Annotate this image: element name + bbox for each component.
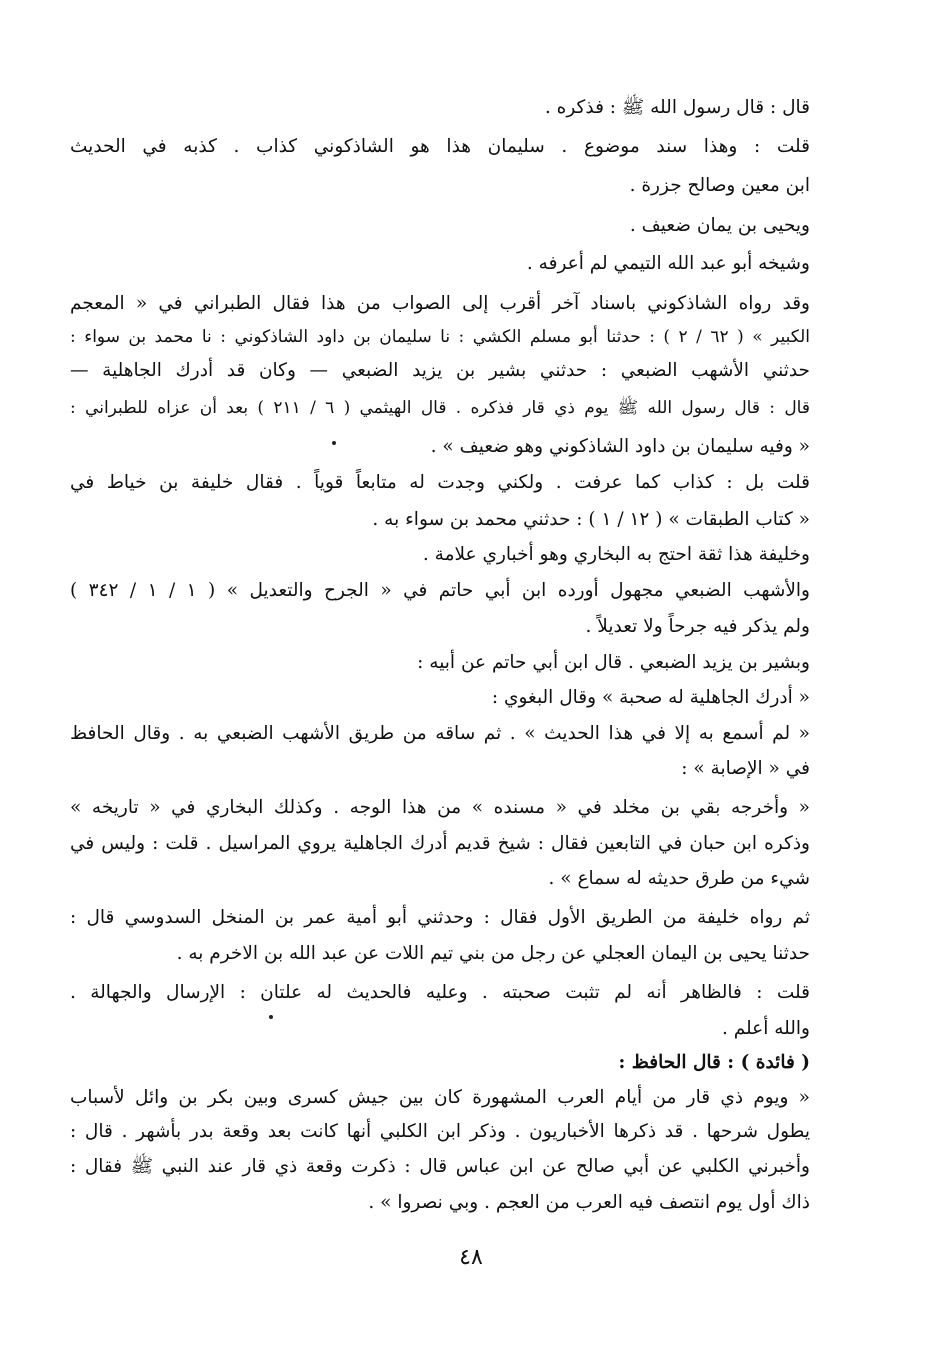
text-line-22: شيء من طرق حديثه له سماع » . [548, 868, 810, 889]
text-line-26: والله أعلم . [721, 1018, 810, 1039]
text-line-8: حدثني الأشهب الضبعي : حدثني بشير بن يزيد الضبعي — وكان قد أدرك الجاهلية — [70, 360, 810, 381]
text-line-5: وشيخه أبو عبد الله التيمي لم أعرفه . [526, 253, 810, 274]
text-line-18: « لم أسمع به إلا في هذا الحديث » . ثم ساقه من طريق الأشهب الضبعي به . وقال الحافظ [70, 723, 810, 744]
text-line-19: في « الإصابة » : [681, 758, 810, 779]
text-line-28: « ويوم ذي قار من أيام العرب المشهورة كان بين جيش كسرى وبين بكر بن وائل لأسباب [70, 1087, 810, 1108]
text-line-3: ابن معين وصالح جزرة . [629, 175, 810, 196]
text-line-2: قلت : وهذا سند موضوع . سليمان هذا هو الشاذكوني كذاب . كذبه في الحديث [70, 136, 810, 157]
text-line-24: حدثنا يحيى بن اليمان العجلي عن رجل من بني تيم اللات عن عبد الله بن الاخرم به . [176, 943, 810, 964]
text-line-10: « وفيه سليمان بن داود الشاذكوني وهو ضعيف » . [430, 436, 810, 457]
ink-speck [332, 441, 336, 445]
text-line-25: قلت : فالظاهر أنه لم تثبت صحبته . وعليه فالحديث له علتان : الإرسال والجهالة . [70, 982, 810, 1003]
text-line-4: ويحيى بن يمان ضعيف . [629, 215, 810, 236]
text-line-23: ثم رواه خليفة من الطريق الأول فقال : وحدثني أبو أمية عمر بن المنخل السدوسي قال : [70, 907, 810, 928]
text-line-27: ( فائدة ) : قال الحافظ : [618, 1052, 810, 1073]
text-line-9: قال : قال رسول الله ﷺ يوم ذي قار فذكره . قال الهيثمي ( ٦ / ٢١١ ) بعد أن عزاه للطبراني : [70, 398, 810, 418]
text-line-29: يطول شرحها . قد ذكرها الأخباريون . وذكر ابن الكلبي أنها كانت بعد وقعة بدر بأشهر . قال : [70, 1121, 810, 1142]
text-line-12: « كتاب الطبقات » ( ١٢ / ١ ) : حدثني محمد بن سواء به . [372, 509, 810, 530]
text-line-15: ولم يذكر فيه جرحاً ولا تعديلاً . [585, 616, 810, 637]
text-line-7: الكبير » ( ٦٢ / ٢ ) : حدثنا أبو مسلم الكشي : نا سليمان بن داود الشاذكوني : نا محمد بن سواء : [70, 327, 810, 347]
text-line-16: وبشير بن يزيد الضبعي . قال ابن أبي حاتم عن أبيه : [417, 652, 810, 673]
ink-speck [269, 1015, 273, 1019]
page-number: ٤٨ [459, 1245, 483, 1270]
text-line-17: « أدرك الجاهلية له صحبة » وقال البغوي : [491, 687, 810, 708]
text-line-1: قال : قال رسول الله ﷺ : فذكره . [544, 97, 810, 118]
text-line-13: وخليفة هذا ثقة احتج به البخاري وهو أخباري علامة . [422, 544, 810, 565]
text-line-30: وأخبرني الكلبي عن أبي صالح عن ابن عباس قال : ذكرت وقعة ذي قار عند النبي ﷺ فقال : [70, 1156, 810, 1177]
text-line-6: وقد رواه الشاذكوني باسناد آخر أقرب إلى الصواب من هذا فقال الطبراني في « المعجم [70, 293, 810, 314]
text-line-20: « وأخرجه بقي بن مخلد في « مسنده » من هذا الوجه . وكذلك البخاري في « تاريخه » [70, 797, 810, 818]
text-line-21: وذكره ابن حبان في التابعين فقال : شيخ قديم أدرك الجاهلية يروي المراسيل . قلت : وليس في [70, 833, 810, 854]
text-line-31: ذاك أول يوم انتصف فيه العرب من العجم . وبي نصروا » . [368, 1192, 810, 1213]
text-line-11: قلت بل : كذاب كما عرفت . ولكني وجدت له متابعاً قوياً . فقال خليفة بن خياط في [70, 472, 810, 493]
text-line-14: والأشهب الضبعي مجهول أورده ابن أبي حاتم في « الجرح والتعديل » ( ١ / ١ / ٣٤٢ ) [70, 580, 810, 601]
